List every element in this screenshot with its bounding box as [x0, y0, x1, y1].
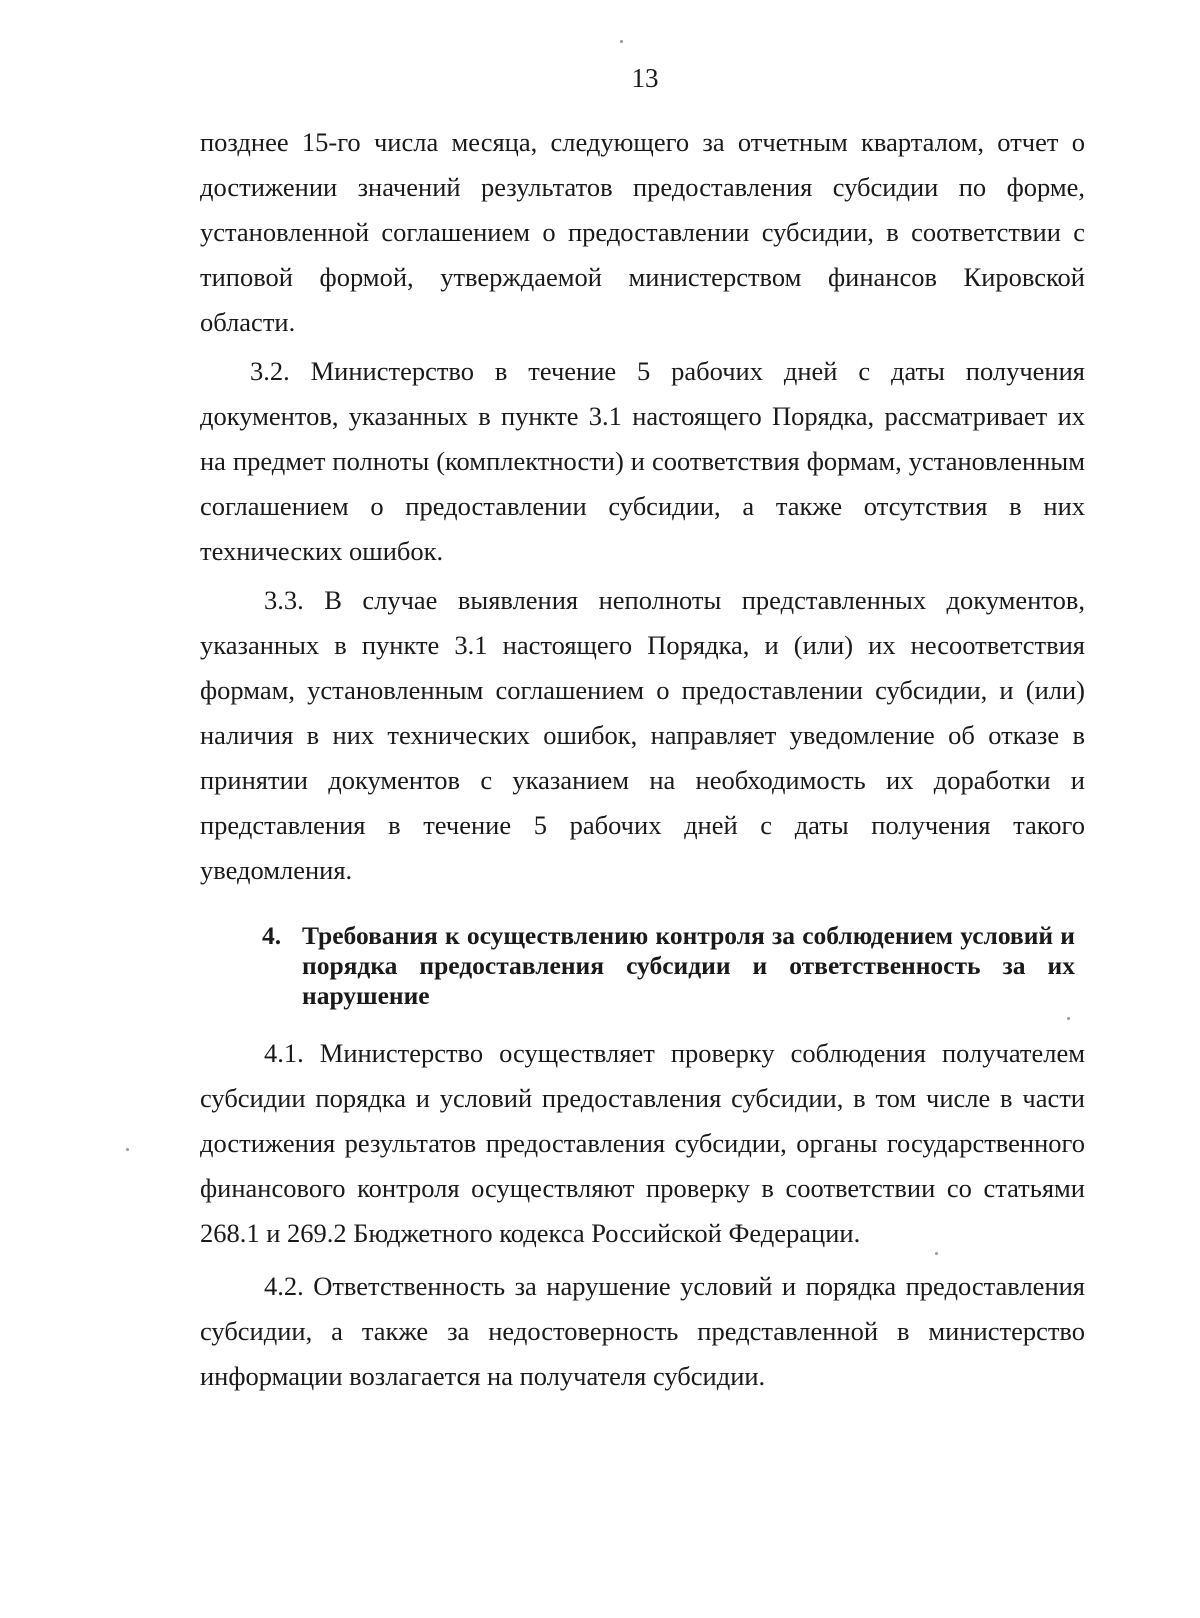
- paragraph-3-3: 3.3. В случае выявления неполноты представленных документов, указанных в пункте 3.1 настоящего Порядка, и (или) их несоответствия формам, установленным соглашением о предоставлении субсидии, и (или) наличия в них технических ошибок, направляет уведомление об отказе в принятии документов с указанием на необходимость их доработки и представления в течение 5 рабочих дней с даты получения такого уведомления.: [200, 585, 1085, 885]
- scan-speck: [620, 40, 623, 43]
- paragraph-3-2: 3.2. Министерство в течение 5 рабочих дней с даты получения документов, указанных в пункте 3.1 настоящего Порядка, рассматривает их на предмет полноты (комплектности) и соответствия формам, установленным соглашением о предоставлении субсидии, а также отсутствия в них технических ошибок.: [200, 356, 1085, 566]
- scan-speck: [935, 1252, 938, 1255]
- scan-speck: [1067, 1017, 1070, 1020]
- page-number: 13: [631, 63, 659, 93]
- section-title: Требования к осуществлению контроля за соблюдением условий и порядка предоставления субсидии и ответственность за их нарушение: [302, 921, 1075, 1010]
- paragraph-4-1: 4.1. Министерство осуществляет проверку соблюдения получателем субсидии порядка и условий предоставления субсидии, в том числе в части достижения результатов предоставления субсидии, органы государственного финансового контроля осуществляют проверку в соответствии со статьями 268.1 и 269.2 Бюджетного кодекса Российской Федерации.: [200, 1038, 1085, 1248]
- section-number: 4.: [262, 921, 282, 950]
- paragraph-continuation: позднее 15-го числа месяца, следующего за отчетным кварталом, отчет о достижении значений результатов предоставления субсидии по форме, установленной соглашением о предоставлении субсидии, в соответствии с типовой формой, утверждаемой министерством финансов Кировской области.: [200, 127, 1085, 337]
- scan-speck: [126, 1148, 129, 1151]
- section-heading: [200, 921, 1085, 1011]
- paragraph-4-2: 4.2. Ответственность за нарушение условий и порядка предоставления субсидии, а также за недостоверность представленной в министерство информации возлагается на получателя субсидии.: [200, 1271, 1085, 1391]
- document-body: [200, 120, 1085, 1399]
